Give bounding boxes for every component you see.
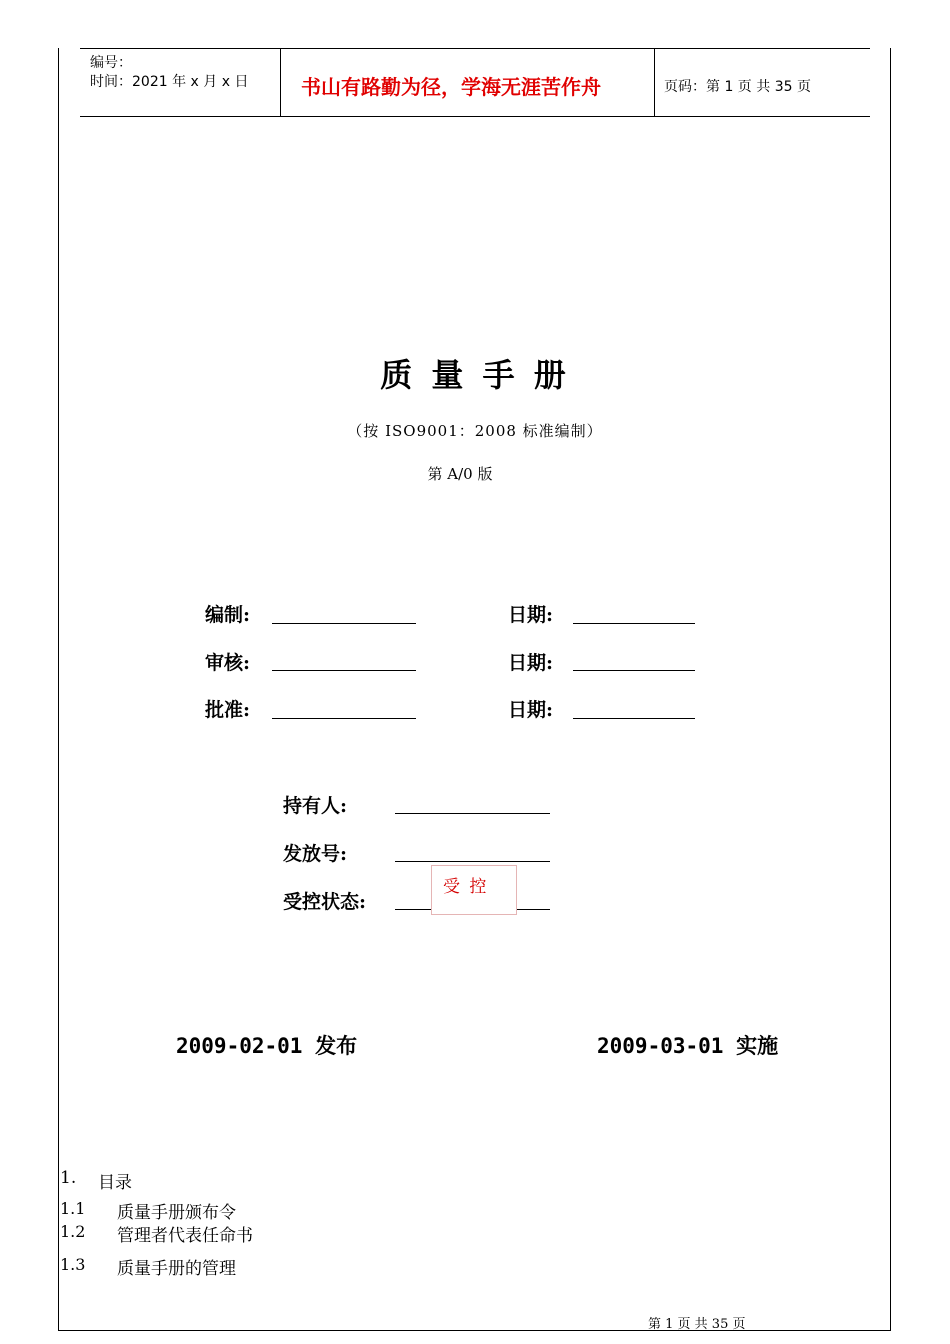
implement-date: 2009-03-01 实施 <box>597 1034 779 1058</box>
toc-item-2-number: 1.2 <box>60 1222 86 1241</box>
controlled-stamp-text: 受 控 <box>443 877 489 897</box>
signoff-review-date-line <box>573 670 695 671</box>
page-border <box>58 48 891 1331</box>
toc-heading-number: 1. <box>60 1168 77 1188</box>
publish-date: 2009-02-01 发布 <box>176 1034 358 1058</box>
holder-status-label: 受控状态: <box>283 891 367 913</box>
header-divider-2 <box>654 49 655 117</box>
signoff-approve-label: 批准: <box>205 699 251 721</box>
holder-owner-label: 持有人: <box>283 795 348 817</box>
signoff-approve-date-label: 日期: <box>508 699 554 721</box>
signoff-review-date-label: 日期: <box>508 652 554 674</box>
holder-issue-label: 发放号: <box>283 843 348 865</box>
toc-item-3-text[interactable]: 质量手册的管理 <box>117 1259 236 1279</box>
footer-page-number: 第 1 页 共 35 页 <box>648 1317 746 1332</box>
signoff-compile-line <box>272 623 416 624</box>
signoff-review-line <box>272 670 416 671</box>
signoff-review-label: 审核: <box>205 652 251 674</box>
page-subtitle: （按 ISO9001：2008 标准编制） <box>347 422 603 440</box>
header-date: 时间：2021 年 x 月 x 日 <box>90 74 249 90</box>
header-motto: 书山有路勤为径，学海无涯苦作舟 <box>301 75 601 99</box>
holder-issue-line <box>395 861 550 862</box>
toc-heading: 目录 <box>98 1173 132 1193</box>
header-number: 编号： <box>90 55 132 71</box>
toc-item-1-text[interactable]: 质量手册颁布令 <box>117 1203 236 1223</box>
page-title: 质 量 手 册 <box>380 356 570 394</box>
signoff-compile-label: 编制: <box>205 604 251 626</box>
header-page-info: 页码：第 1 页 共 35 页 <box>664 79 811 95</box>
signoff-approve-date-line <box>573 718 695 719</box>
version-label: 第 A/0 版 <box>427 465 493 483</box>
toc-item-3-number: 1.3 <box>60 1255 86 1274</box>
signoff-compile-date-label: 日期: <box>508 604 554 626</box>
holder-owner-line <box>395 813 550 814</box>
toc-item-1-number: 1.1 <box>60 1199 86 1218</box>
toc-item-2-text[interactable]: 管理者代表任命书 <box>117 1226 253 1246</box>
signoff-compile-date-line <box>573 623 695 624</box>
header-divider-1 <box>280 49 281 117</box>
signoff-approve-line <box>272 718 416 719</box>
